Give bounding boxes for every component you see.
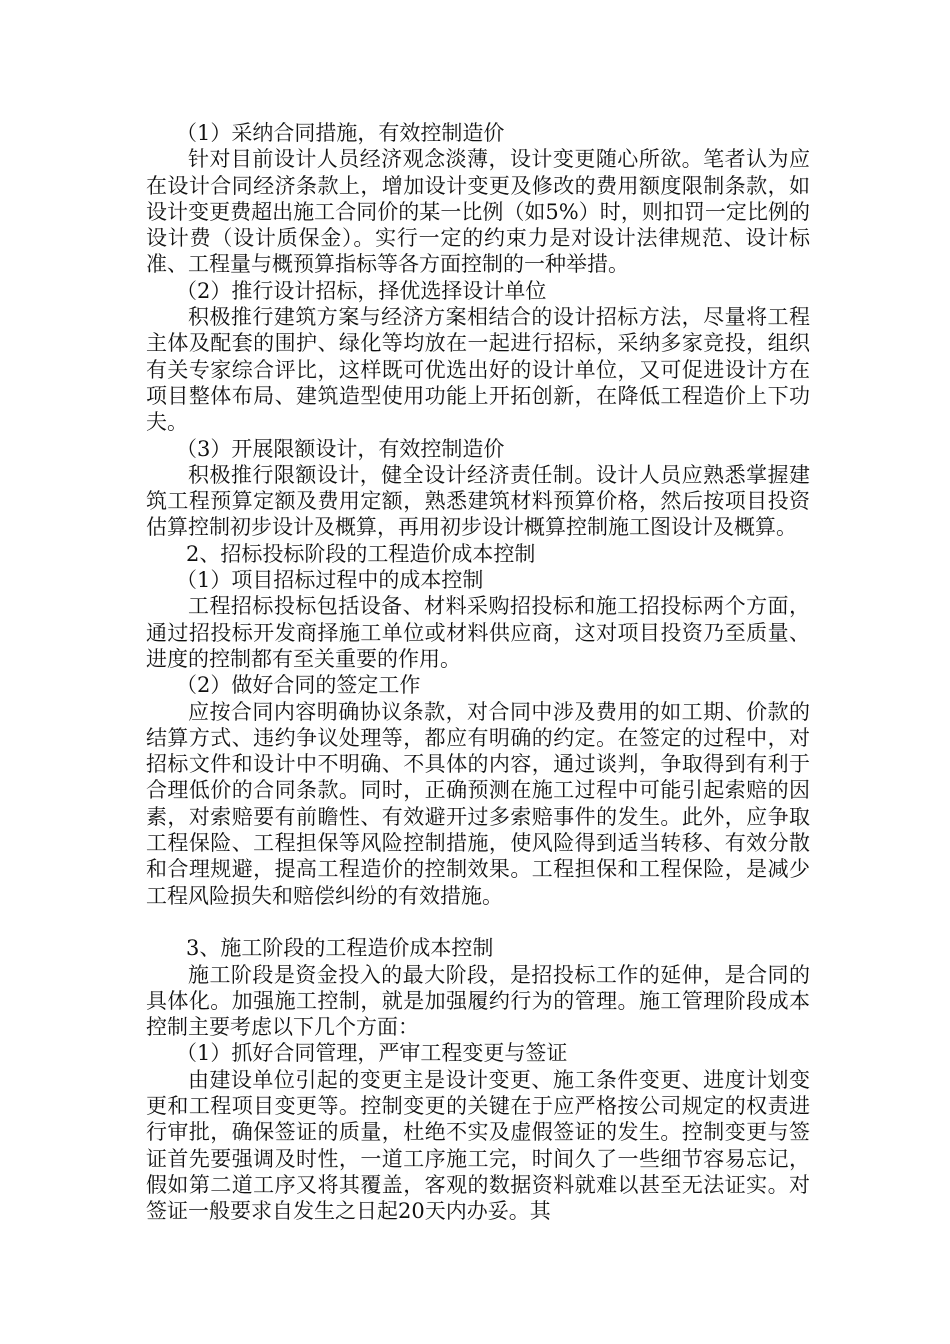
body-paragraph: 应按合同内容明确协议条款，对合同中涉及费用的如工期、价款的结算方式、违约争议处理等，都应有明确的约定。在签定的过程中，对招标文件和设计中不明确、不具体的内容，通过谈判，争取得到有利于合理低价的合同条款。同时，正确预测在施工过程中可能引起索赔的因素，对索赔要有前瞻性、有效避开过多索赔事件的发生。此外，应争取工程保险、工程担保等风险控制措施，使风险得到适当转移、有效分散和合理规避，提高工程造价的控制效果。工程担保和工程保险，是减少工程风险损失和赔偿纠纷的有效措施。 [146,699,810,908]
blank-line [146,909,810,935]
section-heading: （2）推行设计招标，择优选择设计单位 [176,278,547,303]
section-heading: （1）抓好合同管理，严审工程变更与签证 [176,1041,568,1066]
document-body [146,120,810,1224]
body-paragraph: 积极推行建筑方案与经济方案相结合的设计招标方法，尽量将工程主体及配套的围护、绿化等均放在一起进行招标，采纳多家竞投，组织有关专家综合评比，这样既可优选出好的设计单位，又可促进设计方在项目整体布局、建筑造型使用功能上开拓创新，在降低工程造价上下功夫。 [146,305,810,435]
chapter-heading: 2、招标投标阶段的工程造价成本控制 [186,541,536,566]
section-heading: （1）采纳合同措施，有效控制造价 [176,121,505,145]
body-paragraph: 针对目前设计人员经济观念淡薄，设计变更随心所欲。笔者认为应在设计合同经济条款上，增加设计变更及修改的费用额度限制条款，如设计变更费超出施工合同价的某一比例（如5%）时，则扣罚一定比例的设计费（设计质保金）。实行一定的约束力是对设计法律规范、设计标准、工程量与概预算指标等各方面控制的一种举措。 [146,147,810,277]
section-heading: （2）做好合同的签定工作 [176,673,421,698]
body-paragraph: 由建设单位引起的变更主是设计变更、施工条件变更、进度计划变更和工程项目变更等。控制变更的关键在于应严格按公司规定的权责进行审批，确保签证的质量，杜绝不实及虚假签证的发生。控制变更与签证首先要强调及时性，一道工序施工完，时间久了一些细节容易忘记，假如第二道工序又将其覆盖，客观的数据资料就难以甚至无法证实。对签证一般要求自发生之日起20天内办妥。其 [146,1067,810,1224]
section-heading: （3）开展限额设计，有效控制造价 [176,436,505,461]
body-paragraph: 工程招标投标包括设备、材料采购招投标和施工招投标两个方面，通过招投标开发商择施工单位或材料供应商，这对项目投资乃至质量、进度的控制都有至关重要的作用。 [146,594,810,671]
chapter-heading: 3、施工阶段的工程造价成本控制 [186,936,494,961]
body-paragraph: 积极推行限额设计，健全设计经济责任制。设计人员应熟悉掌握建筑工程预算定额及费用定额，熟悉建筑材料预算价格，然后按项目投资估算控制初步设计及概算，再用初步设计概算控制施工图设计及概算。 [146,462,810,540]
body-paragraph: 施工阶段是资金投入的最大阶段，是招投标工作的延伸，是合同的具体化。加强施工控制，就是加强履约行为的管理。施工管理阶段成本控制主要考虑以下几个方面： [146,962,810,1040]
section-heading: （1）项目招标过程中的成本控制 [176,568,484,593]
